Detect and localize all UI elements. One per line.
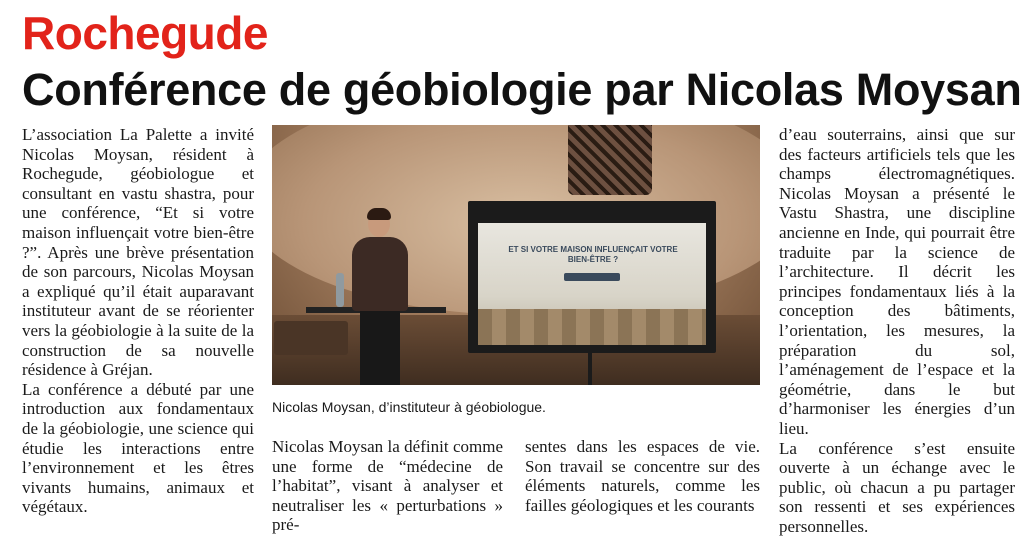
article-headline: Conférence de géobiologie par Nicolas Moysan — [22, 64, 1022, 115]
article-paragraph: La conférence a débuté par une introduction aux fondamentaux de la géobiologie, une science qui étudie les interactions entre l’environnement et les êtres vivants humains, animaux et végétaux. — [22, 379, 254, 517]
article-paragraph: La conférence s’est ensuite ouverte à un échange avec le public, où chacun a pu partager son ressenti et ses expériences personnelles. — [779, 438, 1015, 536]
photo-stained-window — [568, 125, 652, 195]
photo-speaker-body — [352, 237, 408, 311]
article-paragraph: sentes dans les espaces de vie. Son travail se concentre sur des éléments naturels, comme les failles géologiques et les courants — [525, 437, 760, 515]
article-photo — [272, 125, 760, 385]
article-paragraph: L’association La Palette a invité Nicolas Moysan, résident à Rochegude, géobiologue et consultant en vastu shastra, pour une conférence, “Et si votre maison influençait votre bien-être ?”. Après une brève présentation de son parcours, Nicolas Moysan a expliqué qu’il était auparavant instituteur avant de se réorienter vers la géobiologie à la suite de la construction de sa nouvelle résidence à Gréjan. — [22, 125, 254, 380]
photo-slide — [478, 223, 706, 345]
article-column-3 — [525, 437, 760, 515]
article-column-1 — [22, 125, 254, 517]
article-column-2 — [272, 437, 503, 535]
article-paragraph: d’eau souterrains, ainsi que sur des facteurs artificiels tels que les champs électromagnétiques. Nicolas Moysan a présenté le Vastu Shastra, une discipline ancienne en Inde, qui pourrait être traduite par la science de l’architecture. Il décrit les principes fondamentaux liés à la conception des bâtiments, l’orientation, les mesures, la préparation du sol, l’aménagement de l’espace et la géométrie, dans le but d’harmoniser les énergies d’un lieu. — [779, 125, 1015, 438]
photo-slide-tag — [564, 273, 620, 281]
photo-caption: Nicolas Moysan, d’instituteur à géobiologue. — [272, 399, 546, 415]
photo-speaker-legs — [360, 309, 400, 385]
article-paragraph: Nicolas Moysan la définit comme une forme de “médecine de l’habitat”, visant à analyser et neutraliser les « perturbations » pré- — [272, 437, 503, 535]
article-column-4 — [779, 125, 1015, 536]
photo-speaker-hair — [367, 208, 391, 220]
photo-slide-title: ET SI VOTRE MAISON INFLUENÇAIT VOTRE BIEN-ÊTRE ? — [508, 245, 678, 264]
photo-screen-stand — [588, 353, 592, 385]
section-kicker: Rochegude — [22, 7, 268, 59]
photo-slide-ground — [478, 309, 706, 345]
photo-bottle — [336, 273, 344, 307]
photo-projection-screen — [468, 201, 716, 353]
photo-chair — [274, 321, 348, 355]
